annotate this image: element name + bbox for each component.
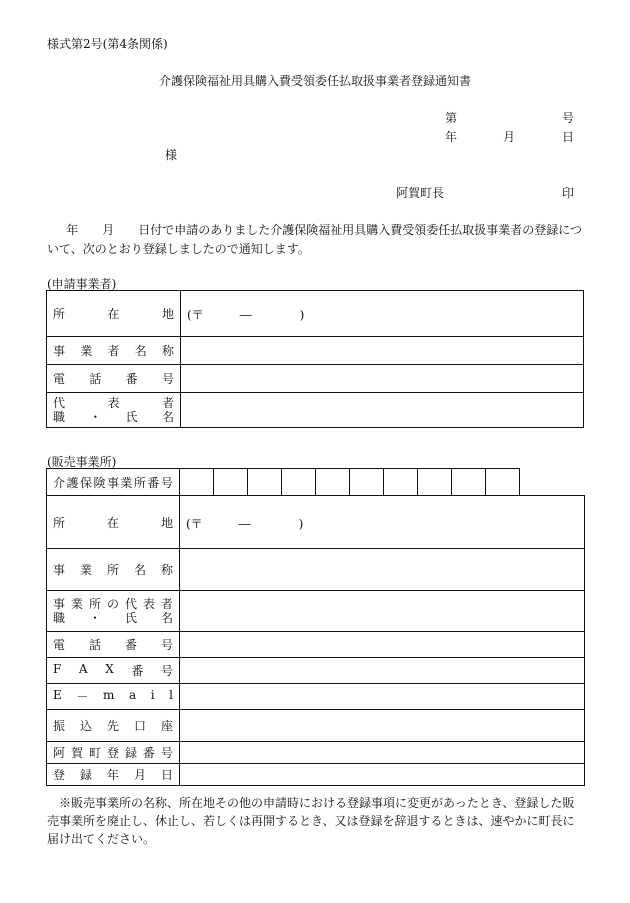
store-town-reg-row [47, 742, 585, 764]
store-postal-template: (〒 ― ) [186, 516, 304, 531]
store-care-number-row [47, 469, 585, 496]
store-reg-date-row [47, 764, 585, 786]
form-id: 様式第2号(第4条関係) [47, 37, 168, 51]
applicant-address-row [47, 291, 584, 337]
store-rep-label-line1: 事 業 所 の 代 表 者 [53, 597, 173, 611]
store-email-field[interactable] [180, 684, 585, 710]
store-phone-row [47, 632, 585, 658]
store-fax-label: F A X 番 号 [53, 662, 173, 678]
applicant-postal-template: (〒 ― ) [187, 308, 305, 322]
applicant-phone-field[interactable] [181, 365, 584, 393]
care-number-digit-1[interactable] [180, 469, 214, 496]
care-number-digit-5[interactable] [316, 469, 350, 496]
body-text: 年 月 日付で申請のありました介護保険福祉用具購入費受領委任払取扱事業者の登録について、次のとおり登録しましたので通知します。 [47, 223, 582, 256]
care-number-digit-4[interactable] [282, 469, 316, 496]
date-year-label: 年 [445, 130, 458, 144]
issuer-name: 阿賀町長 [396, 186, 445, 200]
store-rep-label-line2: 職 ・ 氏 名 [53, 611, 173, 625]
date-month-label: 月 [503, 130, 516, 144]
store-section-label: (販売事業所) [47, 455, 117, 469]
store-address-field[interactable] [180, 496, 585, 549]
store-rep-field[interactable] [180, 591, 585, 632]
applicant-name-row [47, 337, 584, 365]
store-fax-row [47, 658, 585, 684]
footnote: ※販売事業所の名称、所在地その他の申請時における登録事項に変更があったとき、登録した販売事業所を廃止し、休止し、若しくは再開するとき、又は登録を辞退するときは、速やかに町長に届け出てください。 [47, 796, 575, 846]
care-number-digit-10[interactable] [486, 469, 520, 496]
applicant-section-label: (申請事業者) [47, 277, 117, 291]
applicant-rep-label-line2: 職 ・ 氏 名 [53, 410, 174, 424]
store-bank-field[interactable] [180, 710, 585, 742]
applicant-phone-label: 電 話 番 号 [53, 372, 174, 386]
care-number-digit-6[interactable] [350, 469, 384, 496]
store-office-name-field[interactable] [180, 549, 585, 591]
store-phone-label: 電 話 番 号 [53, 638, 173, 652]
addressee-suffix: 様 [165, 148, 178, 162]
store-phone-field[interactable] [180, 632, 585, 658]
store-care-number-label: 介 護 保 険 事 業 所 番 号 [53, 475, 173, 490]
store-rep-row [47, 591, 585, 632]
date-day-label: 日 [562, 130, 575, 144]
care-number-digit-9[interactable] [452, 469, 486, 496]
store-table [46, 468, 585, 786]
store-town-reg-field[interactable] [180, 742, 585, 764]
seal-label: 印 [562, 186, 575, 200]
store-office-name-row [47, 549, 585, 591]
applicant-phone-row [47, 365, 584, 393]
page-title: 介護保険福祉用具購入費受領委任払取扱事業者登録通知書 [158, 74, 471, 88]
number-prefix: 第 [445, 111, 458, 125]
store-bank-row [47, 710, 585, 742]
applicant-name-label: 事 業 者 名 称 [53, 344, 174, 358]
store-bank-label: 振 込 先 口 座 [53, 719, 173, 733]
applicant-rep-label-line1: 代 表 者 [53, 396, 174, 410]
applicant-address-field[interactable] [181, 291, 584, 337]
store-address-row [47, 496, 585, 549]
applicant-name-field[interactable] [181, 337, 584, 365]
number-suffix: 号 [562, 111, 575, 125]
store-reg-date-field[interactable] [180, 764, 585, 786]
store-town-reg-label: 阿 賀 町 登 録 番 号 [53, 746, 173, 760]
store-office-name-label: 事 業 所 名 称 [53, 563, 173, 577]
store-fax-field[interactable] [180, 658, 585, 684]
applicant-rep-field[interactable] [181, 393, 584, 428]
store-email-label: E － m a i l [53, 688, 173, 704]
care-number-digit-8[interactable] [418, 469, 452, 496]
care-number-digit-2[interactable] [214, 469, 248, 496]
store-email-row [47, 684, 585, 710]
applicant-address-label: 所 在 地 [53, 307, 174, 321]
applicant-table [46, 290, 584, 428]
care-number-digit-7[interactable] [384, 469, 418, 496]
store-reg-date-label: 登 録 年 月 日 [53, 768, 173, 782]
applicant-rep-row [47, 393, 584, 428]
care-number-digit-3[interactable] [248, 469, 282, 496]
store-address-label: 所 在 地 [53, 515, 173, 530]
